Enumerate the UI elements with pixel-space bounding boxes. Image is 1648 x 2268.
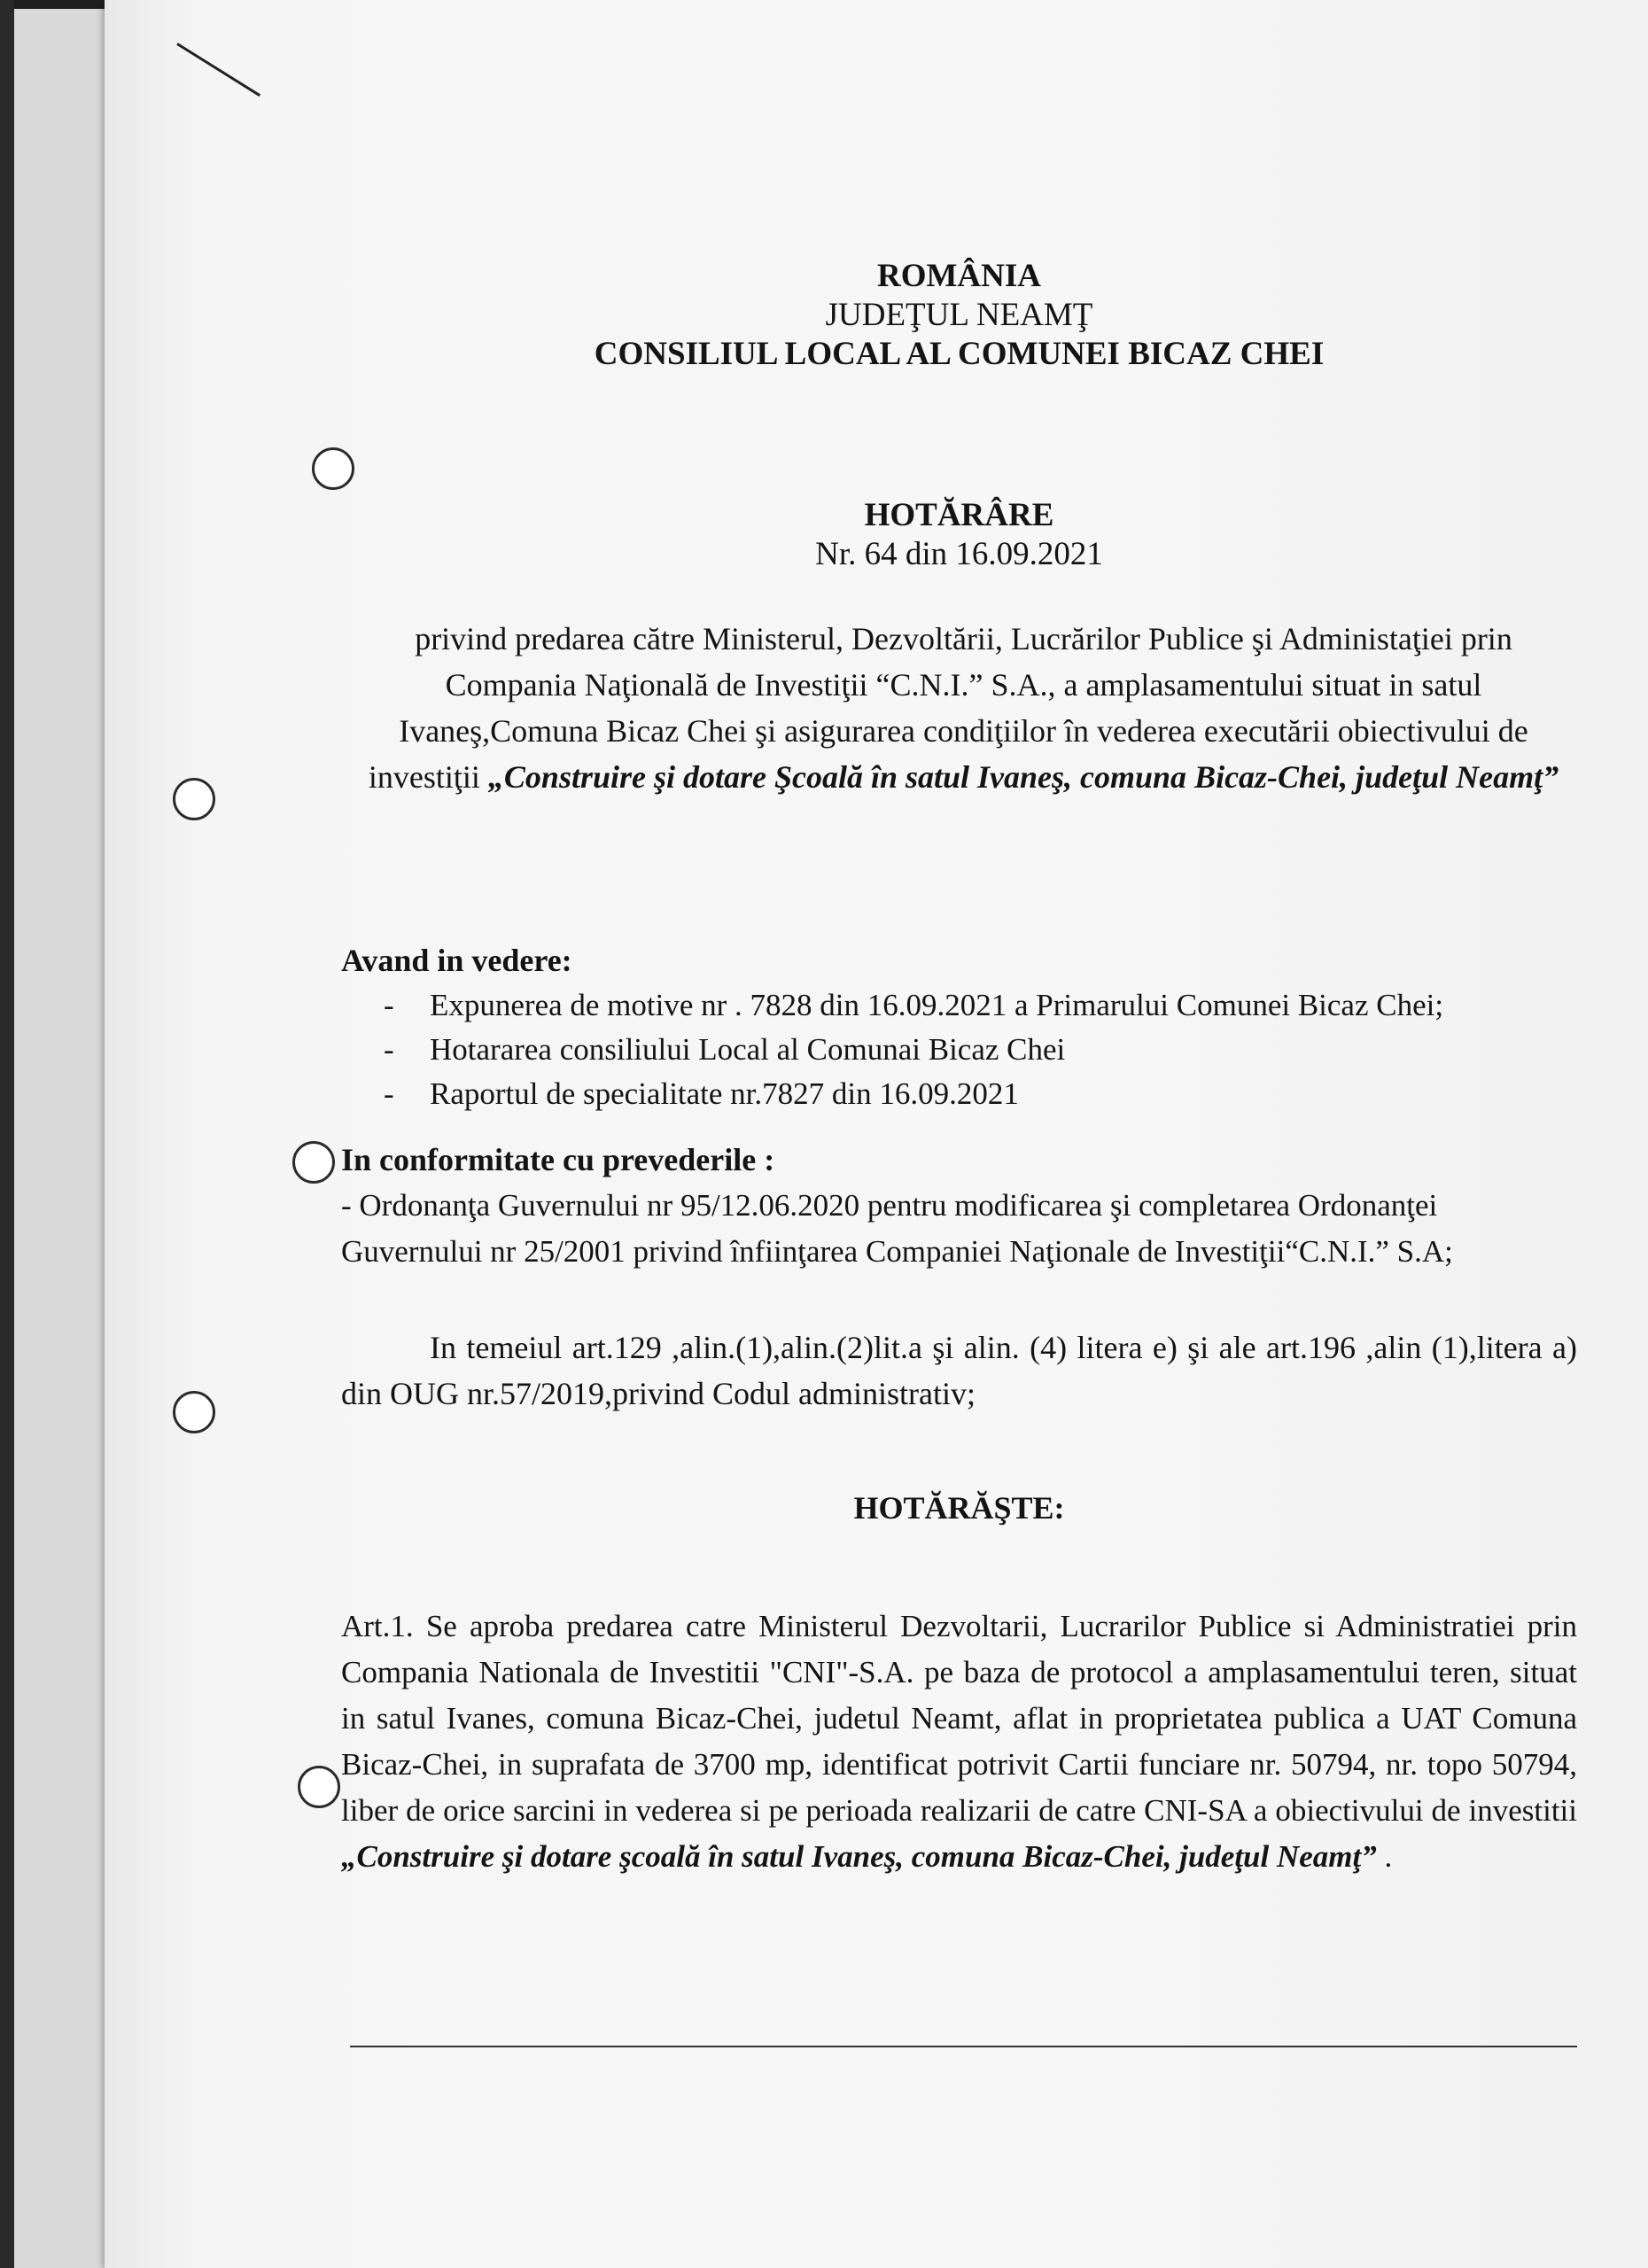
compliance-text: - Ordonanţa Guvernului nr 95/12.06.2020 pentru modificarea şi completarea Ordonanţei Guvernului nr 25/2001 privind înfiinţarea Companiei Naţionale de Investiţii“C.N.I.” S.A; xyxy=(341,1188,1453,1269)
decides-heading: HOTĂRĂŞTE: xyxy=(853,1490,1065,1526)
article-1-end: . xyxy=(1376,1839,1393,1874)
legal-basis: In temeiul art.129 ,alin.(1),alin.(2)lit.a şi alin. (4) litera e) şi ale art.196 ,alin (1),litera a) din OUG nr.57/2019,privind Codul administrativ; xyxy=(341,1330,1577,1411)
compliance-section xyxy=(341,1137,1577,1275)
decision-subject-project: „Construire şi dotare Şcoală în satul Ivaneş, comuna Bicaz-Chei, judeţul Neamţ” xyxy=(487,759,1559,795)
punch-hole-icon xyxy=(173,1391,215,1433)
header-council: CONSILIUL LOCAL AL COMUNEI BICAZ CHEI xyxy=(594,336,1325,372)
decision-subject-text: privind predarea către Ministerul, Dezvoltării, Lucrărilor Publice şi Administaţiei prin Compania Naţională de Investiţii “C.N.I.” S.A., a amplasamentului situat in satul Ivaneş,Comuna Bicaz Chei şi asigurarea condiţiilor în vederea executării obiectivului de investiţii xyxy=(368,621,1528,795)
punch-hole-icon xyxy=(292,1141,335,1184)
punch-hole-icon xyxy=(173,778,215,820)
list-item: - Raportul de specialitate nr.7827 din 16.09.2021 xyxy=(384,1076,1019,1111)
footer-rule xyxy=(350,2046,1577,2047)
considering-section xyxy=(341,937,1577,1116)
decision-title: HOTĂRÂRE xyxy=(864,497,1054,533)
decision-number: Nr. 64 din 16.09.2021 xyxy=(815,536,1103,572)
decides-heading-block xyxy=(341,1485,1577,1531)
document-header xyxy=(341,257,1577,374)
considering-heading: Avand in vedere: xyxy=(341,943,572,978)
header-county: JUDEŢUL NEAMŢ xyxy=(825,297,1093,333)
punch-hole-icon xyxy=(298,1766,340,1808)
article-1 xyxy=(341,1604,1577,1880)
scanner-edge-left xyxy=(0,0,14,2268)
punch-hole-icon xyxy=(312,447,354,490)
header-country: ROMÂNIA xyxy=(877,258,1041,294)
article-1-text: Art.1. Se aproba predarea catre Ministerul Dezvoltarii, Lucrarilor Publice si Administratiei prin Compania Nationala de Investitii "CNI"-S.A. pe baza de protocol a amplasamentului teren, situat in satul Ivanes, comuna Bicaz-Chei, judetul Neamt, aflat in proprietatea publica a UAT Comuna Bicaz-Chei, in suprafata de 3700 mp, identificat potrivit Cartii funciare nr. 50794, nr. topo 50794, liber de orice sarcini in vederea si pe perioada realizarii de catre CNI-SA a obiectivului de investitii xyxy=(341,1609,1577,1828)
decision-title-block xyxy=(341,496,1577,574)
decision-subject xyxy=(350,616,1577,800)
compliance-heading: In conformitate cu prevederile : xyxy=(341,1142,775,1177)
list-item: - Hotararea consiliului Local al Comunai Bicaz Chei xyxy=(384,1032,1066,1067)
article-1-project: „Construire şi dotare şcoală în satul Ivaneş, comuna Bicaz-Chei, judeţul Neamţ” xyxy=(341,1839,1377,1874)
list-item: - Expunerea de motive nr . 7828 din 16.09.2021 a Primarului Comunei Bicaz Chei; xyxy=(384,988,1444,1022)
